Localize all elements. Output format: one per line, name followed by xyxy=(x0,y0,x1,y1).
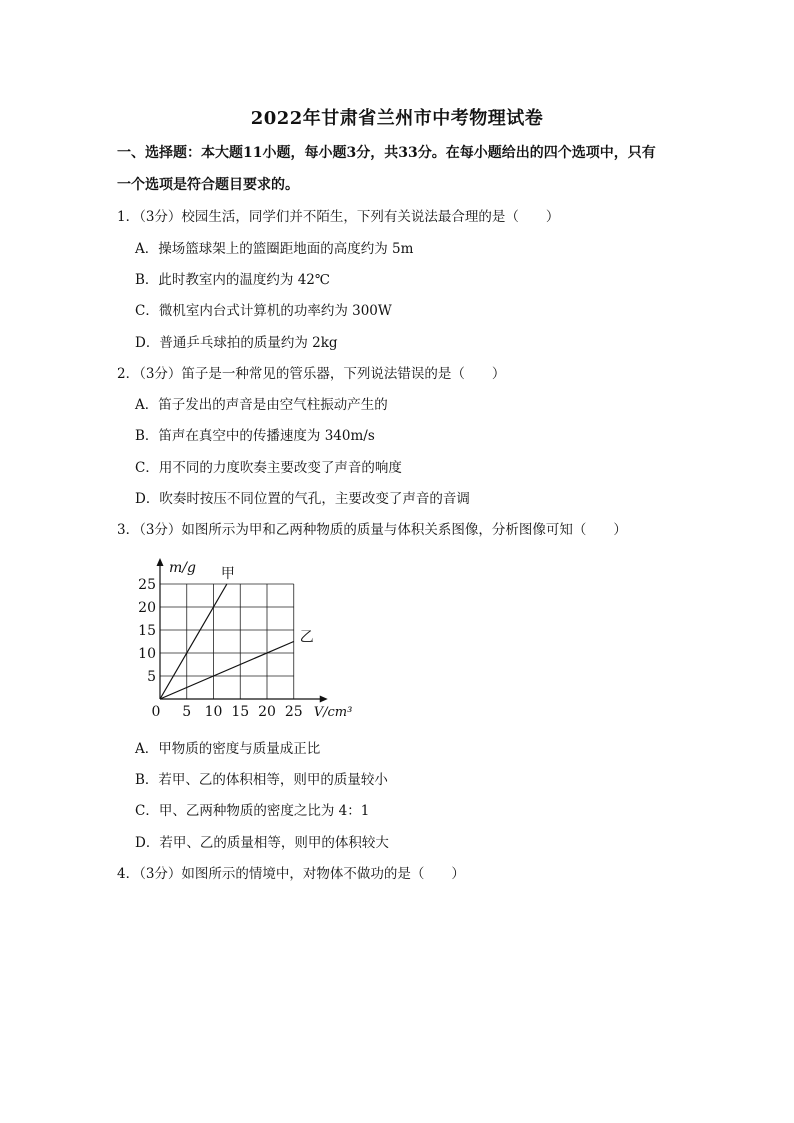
question-1-option-d: D．普通乒乓球拍的质量约为 2kg xyxy=(135,335,338,351)
y-tick-label: 5 xyxy=(147,669,156,685)
y-tick-label: 10 xyxy=(138,646,156,662)
y-axis-arrow xyxy=(157,558,164,566)
y-axis-label: m/g xyxy=(169,560,196,576)
y-tick-label: 20 xyxy=(138,600,156,616)
question-3-option-b: B．若甲、乙的体积相等，则甲的质量较小 xyxy=(135,772,388,788)
x-axis-arrow xyxy=(320,696,328,703)
series-label: 乙 xyxy=(299,629,314,646)
x-axis-label: V/cm³ xyxy=(313,705,353,720)
x-tick-label: 5 xyxy=(182,704,192,720)
question-1-option-b: B．此时教室内的温度约为 42℃ xyxy=(135,272,330,288)
section-header-line-1: 一、选择题：本大题11小题，每小题3分，共33分。在每小题给出的四个选项中，只有 xyxy=(117,145,656,161)
question-4-stem: 4．（3分）如图所示的情境中，对物体不做功的是（ ） xyxy=(117,866,465,882)
question-2-option-c: C．用不同的力度吹奏主要改变了声音的响度 xyxy=(135,460,402,476)
question-1-option-c: C．微机室内台式计算机的功率约为 300W xyxy=(135,303,392,319)
chart-grid xyxy=(160,584,294,699)
question-1-stem: 1．（3分）校园生活，同学们并不陌生，下列有关说法最合理的是（ ） xyxy=(117,209,560,225)
question-2-option-d: D．吹奏时按压不同位置的气孔，主要改变了声音的音调 xyxy=(135,491,470,507)
question-3-option-d: D．若甲、乙的质量相等，则甲的体积较大 xyxy=(135,835,389,851)
page-title: 2022年甘肃省兰州市中考物理试卷 xyxy=(250,108,544,129)
question-3-option-a: A．甲物质的密度与质量成正比 xyxy=(135,741,321,757)
x-tick-label: 20 xyxy=(258,704,276,720)
series-line xyxy=(160,642,294,700)
question-2-option-a: A．笛子发出的声音是由空气柱振动产生的 xyxy=(135,397,388,413)
x-tick-label: 0 xyxy=(151,704,161,720)
y-tick-label: 25 xyxy=(138,577,156,593)
section-header-line-2: 一个选项是符合题目要求的。 xyxy=(117,177,299,193)
question-3-option-c: C．甲、乙两种物质的密度之比为 4：1 xyxy=(135,803,370,819)
chart-series xyxy=(160,584,294,699)
mass-volume-chart xyxy=(130,550,370,730)
x-tick-label: 10 xyxy=(204,704,223,720)
x-tick-label: 15 xyxy=(231,704,250,720)
question-2-option-b: B．笛声在真空中的传播速度为 340m/s xyxy=(135,428,375,444)
x-tick-label: 25 xyxy=(284,704,303,720)
series-line xyxy=(160,584,227,699)
series-label: 甲 xyxy=(220,566,235,582)
y-tick-label: 15 xyxy=(138,623,156,639)
question-1-option-a: A．操场篮球架上的篮圈距地面的高度约为 5m xyxy=(135,241,414,257)
question-2-stem: 2．（3分）笛子是一种常见的管乐器，下列说法错误的是（ ） xyxy=(117,366,506,382)
question-3-stem: 3．（3分）如图所示为甲和乙两种物质的质量与体积关系图像，分析图像可知（ ） xyxy=(117,522,627,538)
